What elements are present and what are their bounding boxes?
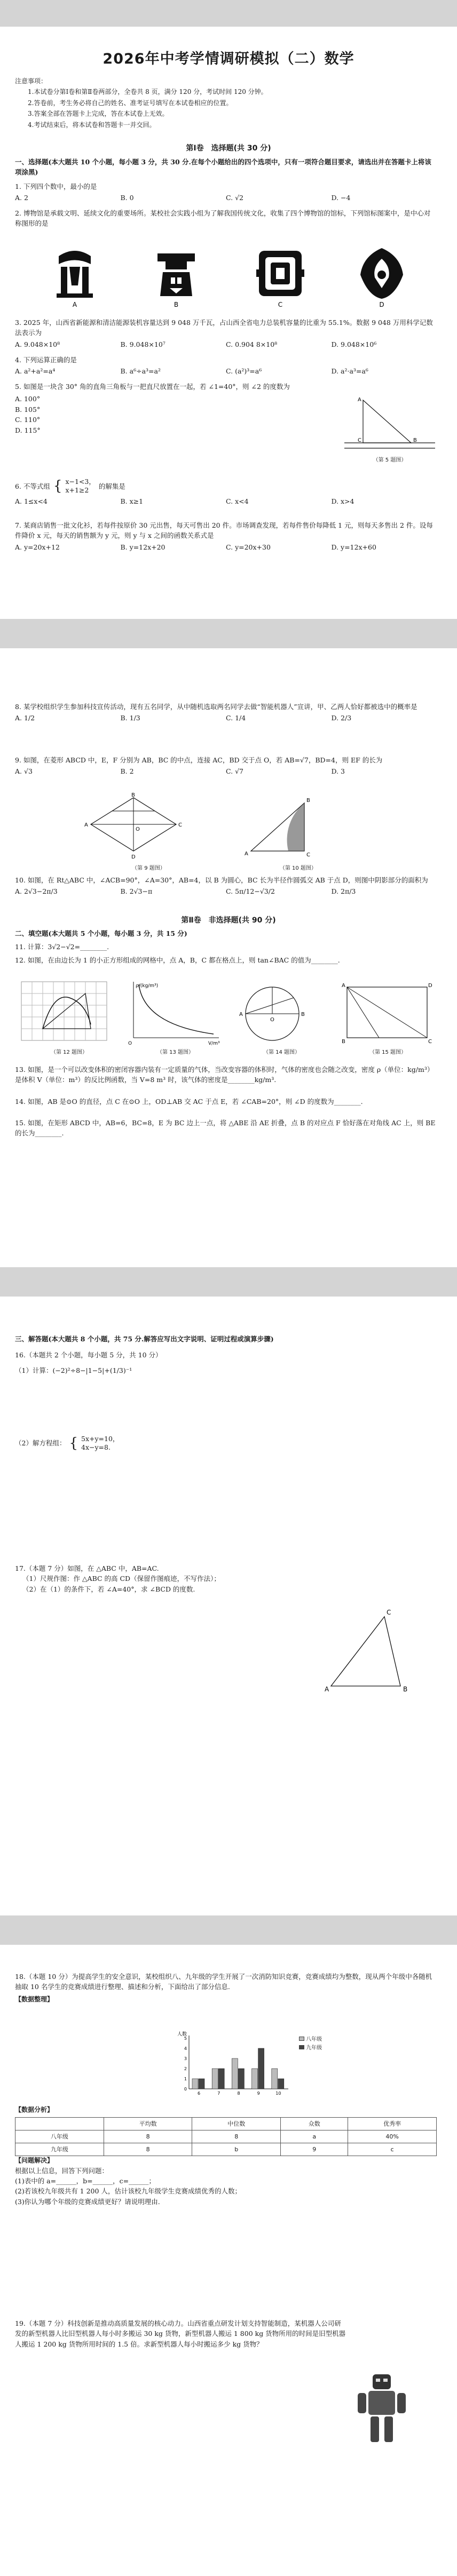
note-item: 2.答卷前，考生务必将自己的姓名、准考证号填写在本试卷相应的位置。 bbox=[28, 99, 233, 107]
section2-hint: 二、填空题(本大题共 5 个小题，每小题 3 分，共 15 分) bbox=[15, 929, 187, 937]
q5-option-b: B. 105° bbox=[15, 405, 41, 414]
section3-hint: 三、解答题(本大题共 8 个小题，共 75 分.解答应写出文字说明、证明过程或演算步骤) bbox=[15, 1335, 274, 1343]
q5-figure-label: （第 5 题图） bbox=[373, 457, 407, 464]
question-11: 11. 计算：3√2−√2=________. bbox=[15, 943, 109, 951]
ruler-triangle-diagram bbox=[342, 395, 438, 454]
question-9 bbox=[15, 755, 437, 777]
q17-figure bbox=[320, 1606, 438, 1697]
q7-option-b: B. y=12x+20 bbox=[120, 543, 166, 551]
q8-option-c: C. 1/4 bbox=[226, 714, 246, 722]
section1-hint: 一、选择题(本大题共 10 个小题，每小题 3 分，共 30 分.在每个小题给出的四个选项中，只有一项符合题目要求，请选出并在答题卡上将该项涂黑) bbox=[15, 158, 431, 177]
q6-option-a: A. 1≤x<4 bbox=[15, 497, 48, 505]
q9-figure-label: （第 9 题图） bbox=[132, 865, 166, 872]
q9-option-a: A. √3 bbox=[15, 767, 33, 776]
svg-text:B: B bbox=[131, 792, 135, 798]
q6-ineq-1: x−1<3， bbox=[65, 478, 96, 486]
q16-part-2: （2）解方程组： bbox=[15, 1439, 66, 1448]
q7-option-a: A. y=20x+12 bbox=[15, 543, 60, 551]
table-header-row bbox=[15, 2117, 437, 2130]
q8-option-b: B. 1/3 bbox=[120, 714, 140, 722]
q18-analysis-title: 【数据分析】 bbox=[15, 2106, 54, 2113]
chart-ylabel: 人数 bbox=[177, 2032, 187, 2037]
fig-label-13: （第 13 题图） bbox=[156, 1050, 194, 1056]
svg-text:C: C bbox=[358, 438, 361, 443]
bar bbox=[272, 2069, 278, 2089]
q6-tail: 的解集是 bbox=[98, 482, 125, 490]
q2-label-d: D bbox=[379, 301, 384, 308]
q1-option-b: B. 0 bbox=[120, 194, 134, 202]
note-item: 3.答案全部在答题卡上完成，答在本试卷上无效。 bbox=[28, 110, 169, 118]
stats-table bbox=[15, 2117, 437, 2156]
q18-questions bbox=[15, 2156, 437, 2207]
table-row bbox=[15, 2130, 437, 2143]
q10-figure-label: （第 10 题图） bbox=[279, 865, 317, 872]
question-17 bbox=[15, 1563, 437, 1594]
robot-illustration bbox=[352, 2372, 411, 2446]
svg-text:V/m³: V/m³ bbox=[208, 1041, 220, 1046]
q4-option-b: B. a⁶÷a³=a² bbox=[120, 367, 161, 376]
q2-logos bbox=[32, 240, 438, 309]
question-10 bbox=[15, 875, 437, 897]
q7-option-d: D. y=12x+60 bbox=[331, 543, 376, 551]
svg-text:B: B bbox=[301, 1012, 305, 1017]
q3-option-a: A. 9.048×10⁸ bbox=[15, 340, 60, 348]
y-tick-label: 3 bbox=[184, 2056, 187, 2061]
fill-blank-figures bbox=[16, 979, 441, 1046]
table-header: 优秀率 bbox=[348, 2117, 437, 2130]
question-5 bbox=[15, 381, 314, 435]
q18-stem: 18.（本题 10 分）为提高学生的安全意识，某校组织八、九年级的学生开展了一次消防知识竞赛，竞赛成绩均为整数，现从两个年级中各随机抽取 10 名学生的竞赛成绩进行整理、描述和分析，下面给出了部分信息. bbox=[15, 1973, 432, 1991]
q17-vertex-b: B bbox=[403, 1685, 408, 1693]
q10-option-b: B. 2√3−π bbox=[120, 887, 153, 896]
q3-option-c: C. 0.904 8×10⁸ bbox=[226, 340, 278, 348]
robot-icon bbox=[352, 2372, 411, 2446]
question-16 bbox=[15, 1350, 437, 1452]
grid-figure bbox=[21, 982, 107, 1040]
q5-figure bbox=[342, 395, 438, 464]
q16-stem: 16.（本题共 2 个小题，每小题 5 分，共 10 分） bbox=[15, 1351, 162, 1359]
exam-page-4 bbox=[0, 1945, 457, 2576]
question-18 bbox=[15, 1971, 437, 2004]
logo-c-icon bbox=[256, 251, 304, 296]
q1-option-c: C. √2 bbox=[226, 194, 243, 202]
fig-label-12: （第 12 题图） bbox=[50, 1050, 88, 1056]
exam-title: 2026年中考学情调研模拟（二）数学 bbox=[103, 51, 354, 67]
exam-page-3 bbox=[0, 1297, 457, 1915]
q18-question-line: (2)若该校九年级共有 1 200 人，估计该校九年级学生竞赛成绩优秀的人数； bbox=[15, 2187, 241, 2196]
svg-text:A: A bbox=[358, 397, 361, 403]
x-tick-label: 10 bbox=[275, 2091, 281, 2096]
table-cell: 8 bbox=[104, 2143, 192, 2156]
rhombus-sector-diagrams bbox=[75, 792, 374, 862]
q10-option-c: C. 5π/12−√3/2 bbox=[226, 887, 275, 896]
svg-text:ρ/(kg/m³): ρ/(kg/m³) bbox=[136, 983, 159, 989]
rectangle-fold-figure bbox=[342, 983, 432, 1045]
q9-stem: 9. 如图，在菱形 ABCD 中，E，F 分别为 AB，BC 的中点，连接 AC，BD 交于点 O，若 AB=√7，BD=4，则 EF 的长为 bbox=[15, 756, 383, 764]
q6-option-c: C. x<4 bbox=[226, 497, 249, 505]
q12-15-figures bbox=[16, 979, 441, 1059]
q2-label-b: B bbox=[174, 301, 179, 308]
bar bbox=[218, 2069, 224, 2089]
svg-text:C: C bbox=[178, 822, 182, 828]
q3-option-b: B. 9.048×10⁷ bbox=[120, 340, 166, 348]
svg-text:B: B bbox=[306, 798, 310, 804]
isosceles-triangle-diagram bbox=[320, 1606, 438, 1697]
bar bbox=[199, 2079, 204, 2089]
legend-grade8: 八年级 bbox=[306, 2037, 322, 2042]
question-6 bbox=[15, 478, 437, 506]
q7-option-c: C. y=20x+30 bbox=[226, 543, 271, 551]
bar bbox=[238, 2069, 244, 2089]
q6-option-d: D. x>4 bbox=[331, 497, 354, 505]
y-tick-label: 1 bbox=[184, 2077, 187, 2081]
table-cell: b bbox=[192, 2143, 281, 2156]
part1-title: 第Ⅰ卷 选择题(共 30 分) bbox=[186, 144, 271, 153]
q10-stem: 10. 如图，在 Rt△ABC 中，∠ACB=90°，∠A=30°，AB=4，以 B 为圆心，BC 长为半径作圆弧交 AB 于点 D，则图中阴影部分的面积为 bbox=[15, 876, 428, 884]
table-cell: a bbox=[281, 2130, 348, 2143]
svg-text:C: C bbox=[428, 1039, 432, 1045]
q3-stem: 3. 2025 年，山西省新能源和清洁能源装机容量达到 9 048 万千瓦，占山西全省电力总装机容量的比重为 55.1%。数据 9 048 万用科学记数法表示为 bbox=[15, 319, 433, 337]
table-cell: 八年级 bbox=[15, 2130, 104, 2143]
q18-collect-title: 【数据整理】 bbox=[15, 1995, 54, 2003]
q5-stem: 5. 如图是一块含 30° 角的直角三角板与一把直尺放置在一起，若 ∠1=40°，则 ∠2 的度数为 bbox=[15, 383, 290, 391]
bar bbox=[252, 2069, 258, 2089]
question-2 bbox=[15, 208, 437, 229]
q18-question-line: 根据以上信息，回答下列问题： bbox=[15, 2166, 109, 2175]
q4-option-d: D. a²·a³=a⁶ bbox=[331, 367, 368, 376]
question-15: 15. 如图，在矩形 ABCD 中，AB=6，BC=8，E 为 BC 边上一点，将 △ABE 沿 AE 折叠，点 B 的对应点 F 恰好落在对角线 AC 上，则 BE 的长为________. bbox=[15, 1119, 436, 1138]
note-item: 4.考试结束后，将本试卷和答题卡一并交回。 bbox=[28, 121, 156, 129]
bar bbox=[192, 2079, 198, 2089]
q9-q10-figures bbox=[75, 792, 374, 872]
competition-score-bar-chart bbox=[176, 2030, 294, 2100]
q8-stem: 8. 某学校组织学生参加科技宣传活动，现有五名同学，从中随机选取两名同学去做“智能机器人”宣讲，甲、乙两人恰好都被选中的概率是 bbox=[15, 703, 417, 711]
svg-text:O: O bbox=[270, 1017, 274, 1023]
svg-text:A: A bbox=[245, 851, 248, 857]
q18-bar-chart bbox=[176, 2030, 294, 2100]
bar bbox=[258, 2048, 264, 2089]
q5-option-c: C. 110° bbox=[15, 416, 41, 424]
bar bbox=[212, 2069, 218, 2089]
logo-d-icon bbox=[360, 248, 403, 299]
table-cell: 9 bbox=[281, 2143, 348, 2156]
question-4 bbox=[15, 355, 437, 377]
q16-eq-2: 4x−y=8. bbox=[81, 1443, 111, 1451]
logo-a-icon bbox=[57, 251, 93, 298]
q18-question-line: (1)表中的 a=______，b=______，c=______； bbox=[15, 2176, 156, 2185]
table-header: 众数 bbox=[281, 2117, 348, 2130]
svg-text:O: O bbox=[128, 1041, 132, 1046]
q9-option-c: C. √7 bbox=[226, 767, 243, 776]
q18-questions-title: 【问题解决】 bbox=[15, 2157, 54, 2164]
svg-text:A: A bbox=[342, 983, 345, 989]
q18-question-line: (3)你认为哪个年级的竞赛成绩更好？请说明理由. bbox=[15, 2197, 160, 2206]
q5-option-a: A. 100° bbox=[15, 395, 41, 403]
exam-page-1 bbox=[0, 27, 457, 619]
q8-option-d: D. 2/3 bbox=[331, 714, 352, 722]
brace-icon: { bbox=[53, 478, 62, 495]
table-cell: 九年级 bbox=[15, 2143, 104, 2156]
question-8 bbox=[15, 702, 437, 723]
q16-part-1: （1）计算：(−2)²÷8−|1−5|+(1/3)⁻¹ bbox=[15, 1366, 132, 1375]
table-cell: c bbox=[348, 2143, 437, 2156]
svg-text:D: D bbox=[131, 854, 136, 860]
question-3 bbox=[15, 317, 437, 349]
x-tick-label: 8 bbox=[237, 2091, 240, 2096]
question-19: 19.（本题 7 分）科技创新是推动高质量发展的核心动力。山西省重点研发计划支持智能制造，某机器人公司研发的新型机器人比旧型机器人每小时多搬运 30 kg 货物，新型机器人搬运 1 800 kg 货物所用的时间是旧型机器人搬运 1 200 kg 货物所用时间的 1.5 倍。求新型机器人每小时搬运多少 kg 货物？ bbox=[15, 2319, 346, 2348]
q10-option-a: A. 2√3−2π/3 bbox=[15, 887, 58, 896]
table-cell: 40% bbox=[348, 2130, 437, 2143]
x-tick-label: 6 bbox=[198, 2091, 201, 2096]
part2-title: 第Ⅱ卷 非选择题(共 90 分) bbox=[181, 916, 276, 925]
svg-text:A: A bbox=[84, 822, 88, 828]
table-row bbox=[15, 2143, 437, 2156]
museum-logos-figure bbox=[32, 240, 438, 309]
q17-vertex-c: C bbox=[387, 1609, 391, 1616]
question-12: 12. 如图，在由边长为 1 的小正方形组成的网格中，点 A，B，C 都在格点上，则 tan∠BAC 的值为________. bbox=[15, 956, 340, 964]
q2-label-a: A bbox=[72, 301, 77, 308]
q4-option-c: C. (a²)³=a⁶ bbox=[226, 367, 262, 376]
circle-figure bbox=[239, 987, 305, 1040]
fig-label-15: （第 15 题图） bbox=[369, 1050, 407, 1056]
question-13: 13. 如图，是一个可以改变体积的密闭容器内装有一定质量的气体，当改变容器的体积时，气体的密度也会随之改变，密度 ρ（单位：kg/m³）是体积 V（单位：m³）的反比例函数，当 V=8 m³ 时，该气体的密度是________kg/m³. bbox=[15, 1066, 434, 1084]
legend-grade9: 九年级 bbox=[306, 2045, 322, 2051]
inverse-function-graph bbox=[128, 982, 220, 1046]
q17-vertex-a: A bbox=[325, 1685, 329, 1693]
note-item: 1.本试卷分第Ⅰ卷和第Ⅱ卷两部分，全卷共 8 页，满分 120 分，考试时间 120 分钟。 bbox=[28, 88, 267, 96]
exam-page-2 bbox=[0, 648, 457, 1267]
question-14: 14. 如图，AB 是⊙O 的直径，点 C 在⊙O 上，OD⊥AB 交 AC 于点 E，若 ∠CAB=20°，则 ∠D 的度数为________. bbox=[15, 1098, 363, 1106]
y-tick-label: 4 bbox=[184, 2046, 187, 2051]
svg-text:C: C bbox=[306, 852, 310, 858]
svg-text:O: O bbox=[136, 826, 140, 832]
table-cell: 8 bbox=[104, 2130, 192, 2143]
q5-option-d: D. 115° bbox=[15, 426, 41, 434]
table-header: 中位数 bbox=[192, 2117, 281, 2130]
q1-option-d: D. −4 bbox=[331, 194, 351, 202]
fig-label-14: （第 14 题图） bbox=[263, 1050, 301, 1056]
q17-part-2: （2）在（1）的条件下，若 ∠A=40°，求 ∠BCD 的度数. bbox=[22, 1585, 195, 1593]
bar bbox=[232, 2058, 238, 2089]
logo-b-icon bbox=[157, 253, 195, 296]
q2-label-c: C bbox=[278, 301, 283, 308]
question-7 bbox=[15, 520, 437, 552]
table-header: 平均数 bbox=[104, 2117, 192, 2130]
q6-option-b: B. x≥1 bbox=[120, 497, 144, 505]
q2-stem: 2. 博物馆是承载文明、延续文化的重要场所。某校社会实践小组为了解我国传统文化，收集了四个博物馆的馆标，下列馆标图案中，是中心对称图形的是 bbox=[15, 209, 431, 228]
y-tick-label: 2 bbox=[184, 2066, 187, 2071]
q17-part-1: （1）尺规作图：作 △ABC 的高 CD（保留作图痕迹，不写作法）； bbox=[22, 1575, 220, 1583]
q18-analysis bbox=[15, 2105, 437, 2156]
q9-option-b: B. 2 bbox=[120, 767, 134, 776]
q17-stem: 17.（本题 7 分）如图，在 △ABC 中，AB=AC. bbox=[15, 1564, 159, 1572]
svg-text:A: A bbox=[239, 1012, 243, 1017]
q1-option-a: A. 2 bbox=[15, 194, 28, 202]
q4-option-a: A. a²+a²=a⁴ bbox=[15, 367, 56, 376]
table-header bbox=[15, 2117, 104, 2130]
q4-stem: 4. 下列运算正确的是 bbox=[15, 356, 77, 364]
q6-ineq-2: x+1≥2 bbox=[65, 486, 89, 495]
q10-option-d: D. 2π/3 bbox=[331, 887, 356, 896]
brace-icon: { bbox=[69, 1435, 78, 1451]
x-tick-label: 7 bbox=[217, 2091, 220, 2096]
q16-eq-1: 5x+y=10， bbox=[81, 1434, 120, 1443]
x-tick-label: 9 bbox=[257, 2091, 260, 2096]
question-1 bbox=[15, 181, 437, 203]
notes-block bbox=[15, 76, 442, 130]
y-tick-label: 0 bbox=[184, 2087, 187, 2092]
q6-stem: 6. 不等式组 bbox=[15, 482, 50, 490]
q7-stem: 7. 某商店销售一批文化衫，若每件按原价 30 元出售，每天可售出 20 件。市场调查发现，若每件售价每降低 1 元，则每天多售出 2 件。设每件降价 x 元，每天的销售额为 y 元，则 y 与 x 之间的函数关系式是 bbox=[15, 521, 433, 540]
notes-heading: 注意事项： bbox=[15, 77, 48, 85]
y-tick-label: 5 bbox=[184, 2036, 187, 2041]
q3-option-d: D. 9.048×10⁶ bbox=[331, 340, 377, 348]
svg-text:B: B bbox=[413, 438, 417, 443]
q9-option-d: D. 3 bbox=[331, 767, 345, 776]
bar bbox=[278, 2079, 284, 2089]
table-cell: 8 bbox=[192, 2130, 281, 2143]
svg-text:D: D bbox=[428, 983, 432, 989]
q1-stem: 1. 下列四个数中，最小的是 bbox=[15, 182, 97, 190]
svg-text:B: B bbox=[342, 1039, 345, 1045]
q8-option-a: A. 1/2 bbox=[15, 714, 35, 722]
chart-legend bbox=[299, 2036, 322, 2052]
